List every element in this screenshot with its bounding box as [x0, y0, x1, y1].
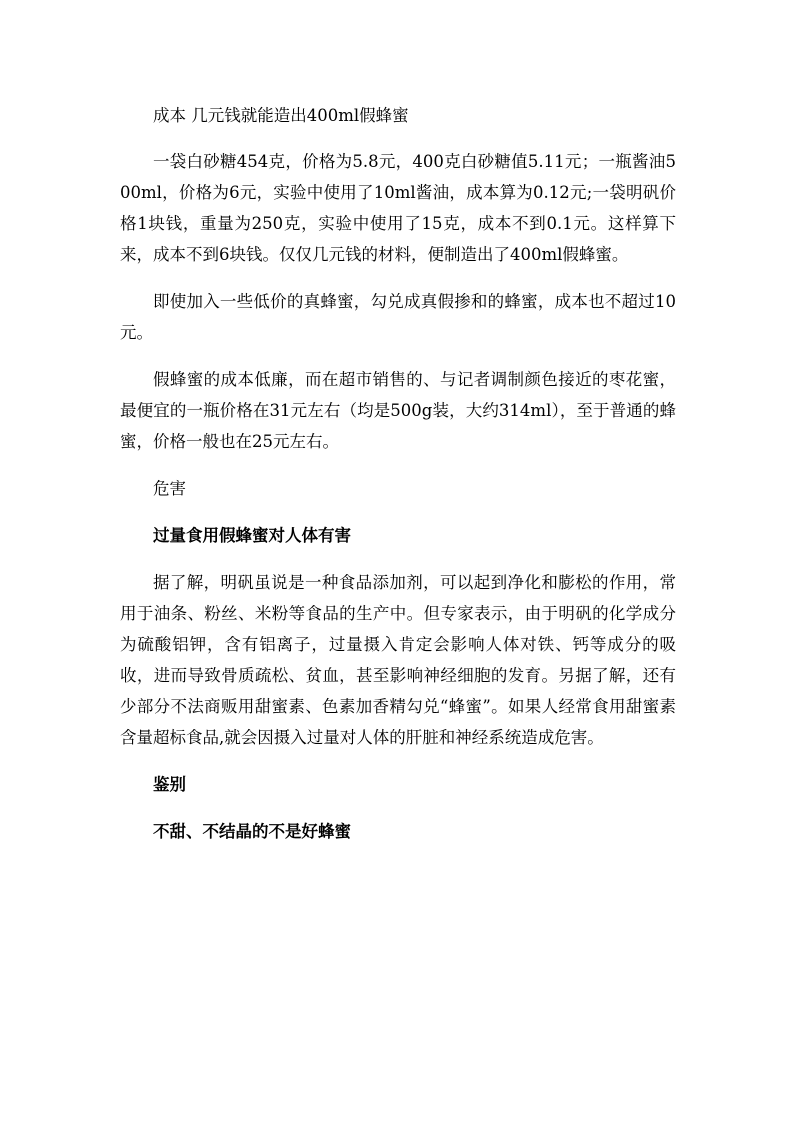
document-body	[120, 100, 676, 863]
price-compare-paragraph: 假蜂蜜的成本低廉，而在超市销售的、与记者调制颜色接近的枣花蜜，最便宜的一瓶价格在31元左右（均是500g装，大约314ml），至于普通的蜂蜜，价格一般也在25元左右。	[120, 370, 676, 451]
harm-subheading: 过量食用假蜂蜜对人体有害	[153, 526, 351, 545]
identify-subheading: 不甜、不结晶的不是好蜂蜜	[153, 822, 351, 841]
harm-paragraph: 据了解，明矾虽说是一种食品添加剂，可以起到净化和膨松的作用，常用于油条、粉丝、米粉等食品的生产中。但专家表示，由于明矾的化学成分为硫酸铝钾，含有铝离子，过量摄入肯定会影响人体对铁、钙等成分的吸收，进而导致骨质疏松、贫血，甚至影响神经细胞的发育。另据了解，还有少部分不法商贩用甜蜜素、色素加香精勾兑“蜂蜜”。如果人经常食用甜蜜素含量超标食品,就会因摄入过量对人体的肝脏和神经系统造成危害。	[120, 573, 676, 747]
identify-heading: 鉴别	[153, 775, 186, 794]
mix-cost-paragraph: 即使加入一些低价的真蜂蜜，勾兑成真假掺和的蜂蜜，成本也不超过10元。	[120, 292, 676, 342]
harm-heading: 危害	[153, 479, 186, 498]
cost-paragraph: 一袋白砂糖454克，价格为5.8元，400克白砂糖值5.11元；一瓶酱油500ml，价格为6元，实验中使用了10ml酱油，成本算为0.12元;一袋明矾价格1块钱，重量为250克，实验中使用了15克，成本不到0.1元。这样算下来，成本不到6块钱。仅仅几元钱的材料，便制造出了400ml假蜂蜜。	[120, 152, 676, 264]
cost-title-line: 成本 几元钱就能造出400ml假蜂蜜	[153, 106, 409, 125]
